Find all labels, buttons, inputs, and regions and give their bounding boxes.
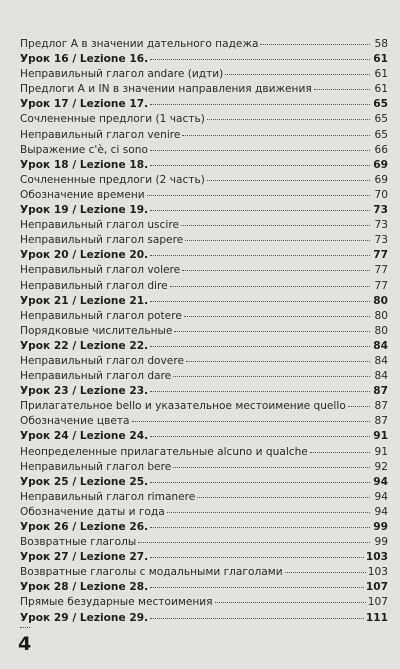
toc-entry-page: 87 (374, 415, 388, 428)
toc-entry-page: 70 (374, 188, 388, 201)
dot-leader (150, 346, 370, 347)
toc-entry-title: Урок 24 / Lezione 24. (20, 430, 149, 443)
dot-leader (207, 180, 370, 181)
toc-lesson-heading (20, 429, 388, 444)
toc-entry-title: Обозначение времени (20, 188, 145, 201)
toc-lesson-heading (20, 475, 388, 490)
toc-entry-page: 61 (374, 68, 388, 81)
toc-entry (20, 490, 388, 505)
toc-lesson-heading (20, 520, 388, 535)
toc-entry-page: 58 (374, 38, 388, 50)
toc-entry-page: 65 (373, 98, 388, 111)
dot-leader (150, 301, 370, 302)
dot-leader (310, 452, 370, 453)
toc-entry-page: 65 (374, 113, 388, 126)
toc-entry-title: Урок 20 / Lezione 20. (20, 249, 149, 262)
toc-entry-title: Неправильный глагол potere (20, 309, 182, 322)
toc-entry-title: Урок 21 / Lezione 21. (20, 294, 149, 307)
toc-lesson-heading (20, 248, 388, 263)
toc-entry-title: Урок 26 / Lezione 26. (20, 521, 149, 533)
toc-entry-title: Обозначение цвета (20, 415, 130, 428)
dot-leader (186, 361, 370, 362)
toc-entry-title: Неправильный глагол dovere (20, 354, 184, 367)
toc-entry-title: Выражение c'è, ci sono (20, 143, 148, 156)
toc-lesson-heading (20, 339, 388, 354)
toc-entry-title: Урок 17 / Lezione 17. (20, 98, 149, 111)
toc-entry (20, 188, 388, 203)
toc-entry-page: 107 (367, 596, 388, 609)
toc-entry-page: 84 (374, 354, 388, 367)
dot-leader (150, 436, 370, 437)
toc-entry-page: 87 (373, 385, 388, 398)
toc-entry-page: 94 (373, 475, 388, 488)
toc-entry (20, 112, 388, 127)
toc-entry-title: Неправильный глагол bere (20, 460, 172, 473)
toc-entry (20, 128, 388, 143)
toc-entry (20, 37, 388, 52)
toc-entry-title: Возвратные глаголы (20, 536, 137, 549)
dot-leader (167, 512, 370, 513)
toc-entry-page: 61 (373, 53, 388, 66)
toc-entry (20, 263, 388, 278)
toc-entry-page: 87 (374, 400, 388, 413)
dot-leader (150, 165, 370, 166)
toc-entry-title: Неправильный глагол andare (идти) (20, 68, 224, 81)
toc-entry-page: 80 (374, 324, 388, 337)
toc-entry (20, 414, 388, 429)
toc-lesson-heading (20, 384, 388, 399)
toc-entry (20, 218, 388, 233)
toc-entry (20, 445, 388, 460)
toc-entry-title: Урок 16 / Lezione 16. (20, 53, 149, 66)
toc-lesson-heading (20, 97, 388, 112)
dot-leader (174, 331, 370, 332)
toc-entry-title: Порядковые числительные (20, 324, 173, 337)
dot-leader (260, 44, 370, 45)
toc-entry-title: Урок 27 / Lezione 27. (20, 551, 149, 564)
dot-leader (285, 572, 366, 573)
dot-leader (150, 210, 370, 211)
toc-entry (20, 354, 388, 369)
dot-leader (173, 467, 370, 468)
dot-leader (150, 150, 370, 151)
toc-entry (20, 595, 388, 610)
toc-entry-title: Сочлененные предлоги (1 часть) (20, 113, 205, 126)
toc-entry (20, 535, 388, 550)
dot-leader (184, 316, 370, 317)
dot-leader (132, 421, 370, 422)
toc-entry-page: 99 (374, 536, 388, 549)
toc-entry (20, 505, 388, 520)
dot-leader (348, 406, 370, 407)
toc-entry-page: 103 (367, 566, 388, 579)
dot-leader (173, 376, 370, 377)
toc-entry-title: Предлог A в значении дательного падежа (20, 38, 259, 50)
dot-leader (215, 602, 366, 603)
toc-entry-title: Неопределенные прилагательные alcuno и qualche (20, 445, 308, 458)
toc-entry (20, 399, 388, 414)
toc-entry-title: Урок 28 / Lezione 28. (20, 581, 149, 594)
toc-entry-page: 73 (374, 234, 388, 247)
toc-entry-title: Урок 18 / Lezione 18. (20, 158, 149, 171)
toc-entry-page: 80 (373, 294, 388, 307)
dot-leader (147, 195, 370, 196)
toc-lesson-heading (20, 294, 388, 309)
dot-leader (150, 482, 370, 483)
footer-leader (20, 627, 30, 628)
dot-leader (185, 240, 370, 241)
toc-entry-page: 99 (373, 521, 388, 533)
toc-entry (20, 309, 388, 324)
toc-entry (20, 173, 388, 188)
toc-entry-title: Неправильный глагол venire (20, 128, 181, 141)
toc-entry-title: Предлоги A и IN в значении направления движения (20, 83, 312, 96)
toc-entry-title: Обозначение даты и года (20, 505, 165, 518)
toc-entry-title: Возвратные глаголы с модальными глаголами (20, 566, 283, 579)
toc-entry-page: 69 (374, 173, 388, 186)
toc-entry-page: 94 (374, 505, 388, 518)
toc-entry (20, 369, 388, 384)
toc-entry-title: Урок 23 / Lezione 23. (20, 385, 149, 398)
dot-leader (181, 225, 370, 226)
toc-entry-page: 92 (374, 460, 388, 473)
toc-entry-page: 77 (374, 279, 388, 292)
toc-entry-page: 73 (373, 204, 388, 217)
toc-entry (20, 565, 388, 580)
toc-entry-page: 94 (374, 490, 388, 503)
toc-entry-title: Урок 25 / Lezione 25. (20, 475, 149, 488)
toc-entry-page: 69 (373, 158, 388, 171)
dot-leader (225, 74, 370, 75)
toc-lesson-heading (20, 158, 388, 173)
toc-entry-page: 84 (373, 339, 388, 352)
toc-entry-page: 66 (374, 143, 388, 156)
toc-lesson-heading (20, 611, 388, 626)
toc-entry (20, 82, 388, 97)
toc-entry-page: 73 (374, 219, 388, 232)
dot-leader (150, 618, 364, 619)
dot-leader (197, 497, 370, 498)
dot-leader (170, 286, 370, 287)
toc-entry-page: 91 (373, 430, 388, 443)
toc-entry-page: 111 (365, 611, 388, 624)
toc-entry-title: Урок 29 / Lezione 29. (20, 611, 149, 624)
dot-leader (182, 270, 370, 271)
table-of-contents (20, 37, 388, 626)
dot-leader (150, 391, 370, 392)
dot-leader (150, 557, 364, 558)
toc-lesson-heading (20, 550, 388, 565)
toc-entry-title: Неправильный глагол uscire (20, 219, 179, 232)
toc-lesson-heading (20, 203, 388, 218)
toc-entry-title: Неправильный глагол sapere (20, 234, 184, 247)
toc-entry-page: 65 (374, 128, 388, 141)
toc-entry-title: Прилагательное bello и указательное местоимение quello (20, 400, 346, 413)
toc-entry (20, 143, 388, 158)
toc-entry-page: 77 (373, 249, 388, 262)
toc-entry-page: 84 (374, 370, 388, 383)
toc-entry-page: 91 (374, 445, 388, 458)
toc-entry-page: 103 (365, 551, 388, 564)
dot-leader (182, 135, 370, 136)
toc-entry (20, 279, 388, 294)
dot-leader (150, 527, 370, 528)
dot-leader (150, 587, 364, 588)
toc-entry-page: 80 (374, 309, 388, 322)
dot-leader (150, 59, 370, 60)
toc-entry-title: Неправильный глагол dire (20, 279, 168, 292)
toc-entry (20, 233, 388, 248)
dot-leader (150, 104, 370, 105)
dot-leader (207, 119, 370, 120)
toc-entry-page: 77 (374, 264, 388, 277)
toc-entry-title: Неправильный глагол volere (20, 264, 181, 277)
toc-entry-title: Сочлененные предлоги (2 часть) (20, 173, 205, 186)
dot-leader (150, 255, 370, 256)
toc-entry (20, 460, 388, 475)
toc-entry-page: 107 (365, 581, 388, 594)
toc-lesson-heading (20, 52, 388, 67)
toc-entry (20, 67, 388, 82)
toc-entry-title: Прямые безударные местоимения (20, 596, 213, 609)
page-number: 4 (18, 633, 32, 655)
toc-entry-title: Неправильный глагол rimanere (20, 490, 196, 503)
dot-leader (138, 542, 370, 543)
toc-entry-title: Неправильный глагол dare (20, 370, 172, 383)
toc-entry (20, 324, 388, 339)
toc-lesson-heading (20, 580, 388, 595)
dot-leader (314, 89, 370, 90)
toc-entry-title: Урок 19 / Lezione 19. (20, 204, 149, 217)
toc-entry-page: 61 (374, 83, 388, 96)
toc-entry-title: Урок 22 / Lezione 22. (20, 339, 149, 352)
